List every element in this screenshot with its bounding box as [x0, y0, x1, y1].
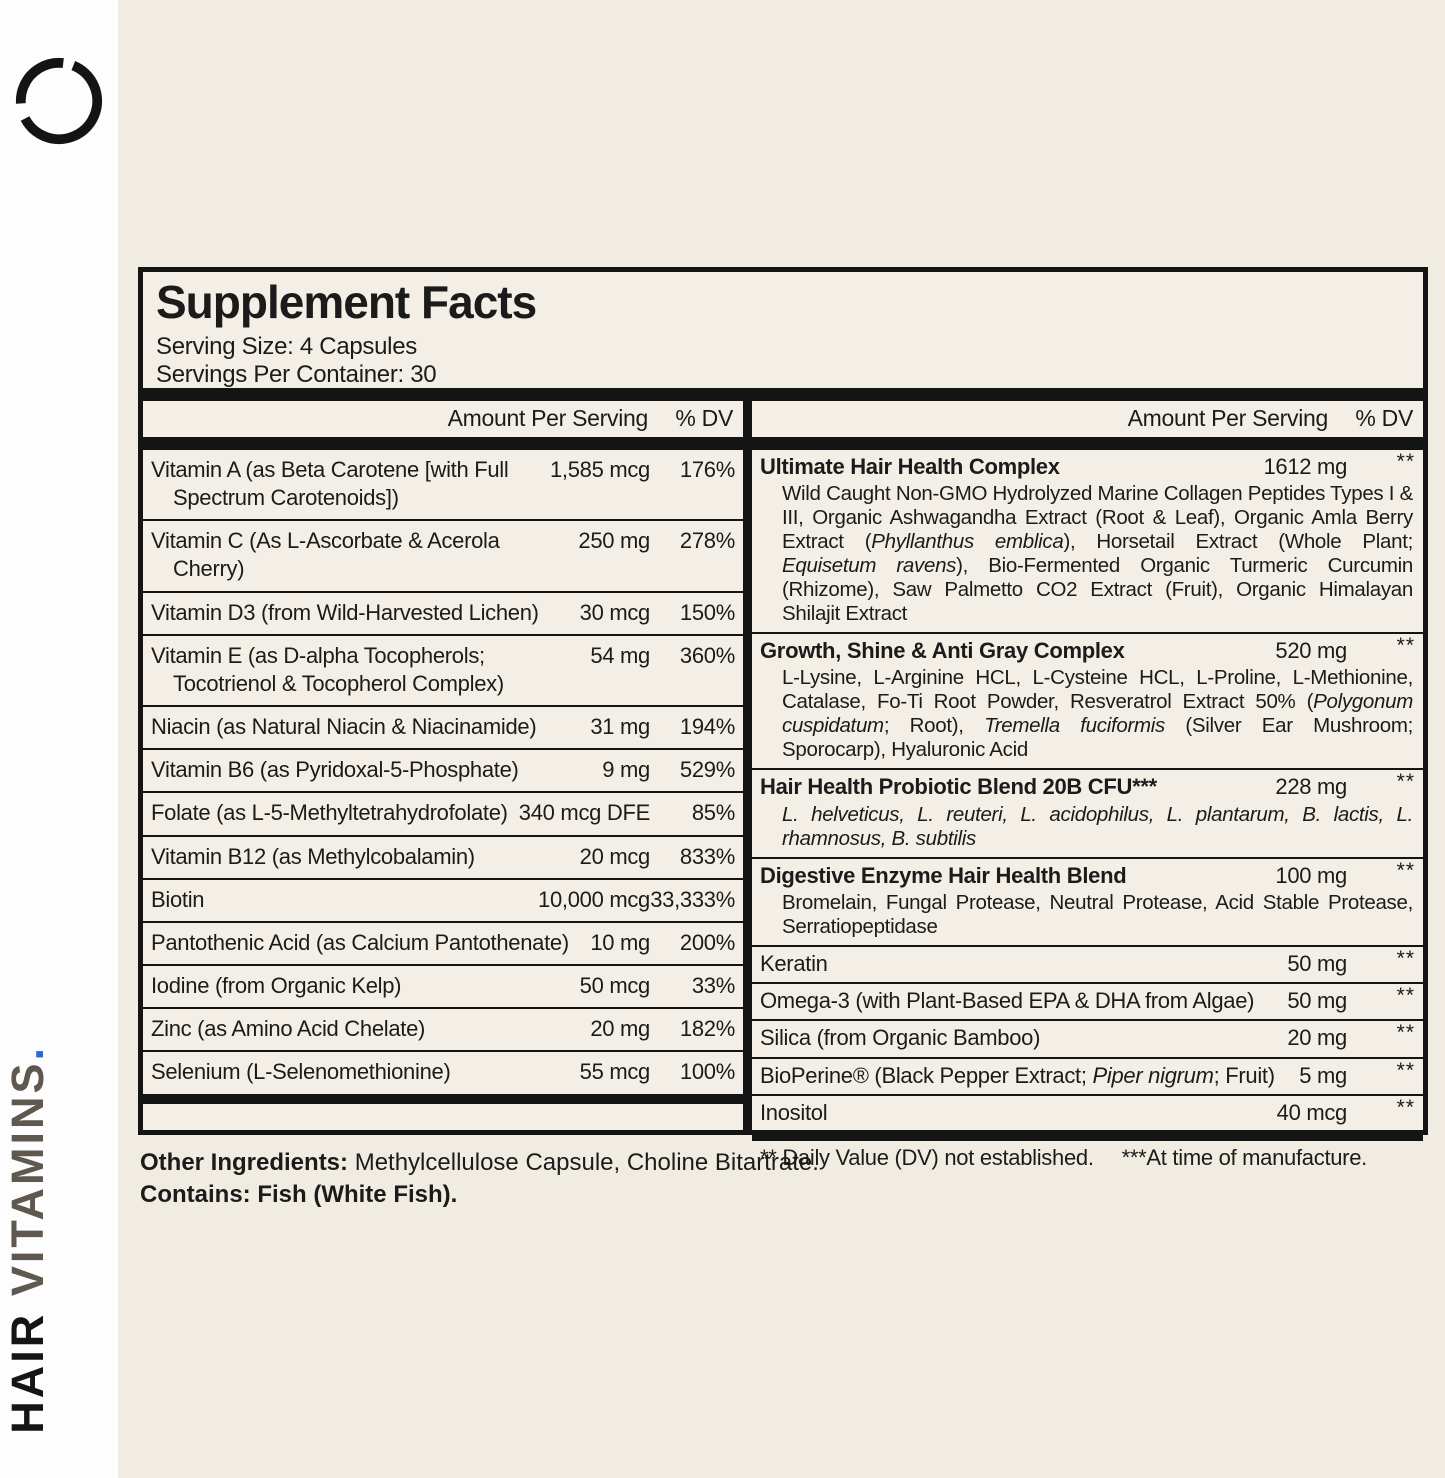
manufacture-footnote: ***At time of manufacture. [1121, 1145, 1367, 1171]
bar [143, 388, 743, 401]
blend-rows [752, 450, 1423, 1131]
ingredient-name: Ultimate Hair Health Complex [760, 454, 1060, 479]
table-row [143, 837, 743, 880]
ingredient-dv: ** [1396, 1021, 1415, 1045]
ingredient-amount: 340 mcg DFE [518, 800, 650, 826]
ingredient-dv: ** [1396, 450, 1415, 473]
ingredient-name: Vitamin E (as D-alpha Tocopherols; Tocotrienol & Tocopherol Complex) [151, 642, 504, 696]
ingredient-amount: 50 mg [1287, 988, 1347, 1014]
ingredient-amount: 54 mg [590, 642, 650, 668]
ingredient-dv: ** [1396, 984, 1415, 1008]
ingredient-amount: 5 mg [1299, 1062, 1347, 1088]
ingredient-dv: ** [1396, 770, 1415, 794]
blend-description: L-Lysine, L-Arginine HCL, L-Cysteine HCL, L-Proline, L-Methionine, Catalase, Fo-Ti Root Powder, Resveratrol Extract 50% (Polygonum cuspidatum; Root), Tremella fuciformis (Silver Ear Mushroom; Sporocarp), Hyaluronic Acid [782, 666, 1413, 762]
header-amount-per-serving: Amount Per Serving [447, 405, 648, 431]
ingredient-amount: 40 mcg [1276, 1099, 1347, 1125]
table-row [143, 521, 743, 592]
table-row [143, 707, 743, 750]
ingredient-amount: 10 mg [590, 929, 650, 955]
ingredient-amount: 250 mg [578, 528, 650, 554]
table-row [143, 593, 743, 636]
ingredient-dv: 85% [691, 800, 735, 826]
panel-header [143, 272, 1423, 388]
ingredient-dv: 833% [679, 843, 735, 869]
right-column-header [752, 401, 1423, 437]
ingredient-dv: 33,333% [650, 886, 735, 912]
bar [143, 1094, 743, 1104]
ingredient-amount: 10,000 mcg [538, 886, 650, 912]
ingredient-name: Vitamin D3 (from Wild-Harvested Lichen) [151, 599, 539, 625]
ingredient-name: Silica (from Organic Bamboo) [760, 1025, 1041, 1051]
column-divider [743, 388, 752, 1130]
ingredient-dv: 360% [679, 642, 735, 668]
ingredient-name: Pantothenic Acid (as Calcium Pantothenate) [151, 929, 569, 955]
ingredient-name: Iodine (from Organic Kelp) [151, 973, 402, 999]
serving-size: Serving Size: 4 Capsules [156, 333, 417, 361]
product-name-hair: HAIR [2, 1312, 53, 1434]
facts-column-left [143, 388, 743, 1130]
facts-column-right [752, 388, 1423, 1171]
ingredient-amount: 31 mg [590, 714, 650, 740]
ingredient-name: Niacin (as Natural Niacin & Niacinamide) [151, 714, 537, 740]
table-row [752, 1021, 1423, 1058]
ingredient-dv: ** [1396, 858, 1415, 882]
ingredient-dv: 529% [679, 757, 735, 783]
other-ingredients-value: Methylcellulose Capsule, Choline Bitartrate. [348, 1149, 819, 1176]
footnotes [752, 1141, 1423, 1177]
bar [752, 388, 1423, 401]
table-row [143, 1009, 743, 1052]
table-row [143, 793, 743, 836]
bar [752, 437, 1423, 450]
ingredient-amount: 20 mcg [579, 843, 650, 869]
product-name-dot: . [2, 1045, 53, 1061]
ingredient-amount: 30 mcg [579, 599, 650, 625]
ingredient-amount: 9 mg [602, 757, 650, 783]
ingredient-name: Vitamin B6 (as Pyridoxal-5-Phosphate) [151, 757, 519, 783]
blend-description: L. helveticus, L. reuteri, L. acidophilus, L. plantarum, B. lactis, L. rhamnosus, B. subtilis [782, 802, 1413, 850]
ingredient-dv: ** [1396, 1095, 1415, 1119]
ingredient-amount: 100 mg [1275, 862, 1347, 888]
header-percent-dv: % DV [675, 405, 733, 431]
ingredient-name: Keratin [760, 950, 828, 976]
bar [143, 437, 743, 450]
ingredient-name: Vitamin A (as Beta Carotene [with Full Spectrum Carotenoids]) [151, 457, 509, 511]
servings-per-container: Servings Per Container: 30 [156, 360, 437, 388]
other-ingredients-block [140, 1147, 819, 1210]
ingredient-name: Folate (as L-5-Methyltetrahydrofolate) [151, 800, 508, 826]
table-row [752, 984, 1423, 1021]
table-row [143, 636, 743, 707]
ingredient-amount: 50 mg [1287, 950, 1347, 976]
ingredient-dv: 182% [679, 1016, 735, 1042]
ingredient-amount: 1612 mg [1263, 454, 1347, 479]
ingredient-dv: ** [1396, 946, 1415, 970]
table-row [752, 1059, 1423, 1096]
ingredient-amount: 228 mg [1275, 774, 1347, 800]
ingredient-dv: ** [1396, 634, 1415, 658]
ingredient-amount: 20 mg [1287, 1025, 1347, 1051]
ingredient-dv: ** [1396, 1058, 1415, 1082]
vitamin-mineral-rows [143, 450, 743, 1094]
table-row [752, 634, 1423, 770]
table-row [143, 966, 743, 1009]
vertical-product-name [2, 1045, 54, 1434]
ingredient-name: Zinc (as Amino Acid Chelate) [151, 1016, 426, 1042]
blend-description: Wild Caught Non-GMO Hydrolyzed Marine Collagen Peptides Types I & III, Organic Ashwagandha Extract (Root & Leaf), Organic Amla Berry Extract (Phyllanthus emblica), Horsetail Extract (Whole Plant; Equisetum ravens), Bio-Fermented Organic Turmeric Curcumin (Rhizome), Saw Palmetto CO2 Extract (Fruit), Organic Himalayan Shilajit Extract [782, 482, 1413, 626]
header-percent-dv: % DV [1355, 405, 1413, 431]
header-amount-per-serving: Amount Per Serving [1127, 405, 1328, 431]
table-row [143, 450, 743, 521]
ingredient-name: BioPerine® (Black Pepper Extract; Piper nigrum; Fruit) [760, 1062, 1275, 1088]
ingredient-name: Digestive Enzyme Hair Health Blend [760, 862, 1127, 888]
table-row [752, 947, 1423, 984]
ingredient-dv: 278% [679, 528, 735, 554]
panel-title: Supplement Facts [156, 276, 537, 328]
ingredient-amount: 520 mg [1275, 638, 1347, 664]
ingredient-dv: 100% [679, 1059, 735, 1085]
ingredient-dv: 194% [679, 714, 735, 740]
table-row [143, 1052, 743, 1093]
ingredient-name: Growth, Shine & Anti Gray Complex [760, 638, 1125, 664]
table-row [143, 750, 743, 793]
ingredient-name: Inositol [760, 1099, 828, 1125]
broken-circle-logo-icon [12, 54, 106, 148]
ingredient-name: Selenium (L-Selenomethionine) [151, 1059, 451, 1085]
ingredient-name: Biotin [151, 886, 205, 912]
ingredient-name: Vitamin C (As L-Ascorbate & Acerola Cherry) [151, 528, 500, 582]
ingredient-amount: 50 mcg [579, 973, 650, 999]
table-row [752, 859, 1423, 947]
ingredient-name: Hair Health Probiotic Blend 20B CFU*** [760, 774, 1157, 800]
ingredient-name: Omega-3 (with Plant-Based EPA & DHA from Algae) [760, 988, 1255, 1014]
ingredient-dv: 33% [691, 973, 735, 999]
ingredient-dv: 176% [679, 457, 735, 482]
table-row [143, 923, 743, 966]
bar [752, 1131, 1423, 1141]
ingredient-name: Vitamin B12 (as Methylcobalamin) [151, 843, 475, 869]
other-ingredients-label: Other Ingredients: [140, 1149, 349, 1176]
dv-footnote: ** Daily Value (DV) not established. [760, 1145, 1094, 1171]
ingredient-dv: 150% [679, 599, 735, 625]
ingredient-dv: 200% [679, 929, 735, 955]
ingredient-amount: 1,585 mcg [549, 457, 650, 482]
ingredient-amount: 55 mcg [579, 1059, 650, 1085]
left-column-header [143, 401, 743, 437]
table-row [752, 450, 1423, 634]
blend-description: Bromelain, Fungal Protease, Neutral Protease, Acid Stable Protease, Serratiopeptidase [782, 890, 1413, 938]
ingredient-amount: 20 mg [590, 1016, 650, 1042]
product-name-vitamins: VITAMINS [2, 1060, 53, 1312]
table-row [752, 1096, 1423, 1131]
table-row [752, 770, 1423, 858]
contains-statement: Contains: Fish (White Fish). [140, 1180, 458, 1208]
table-row [143, 880, 743, 923]
